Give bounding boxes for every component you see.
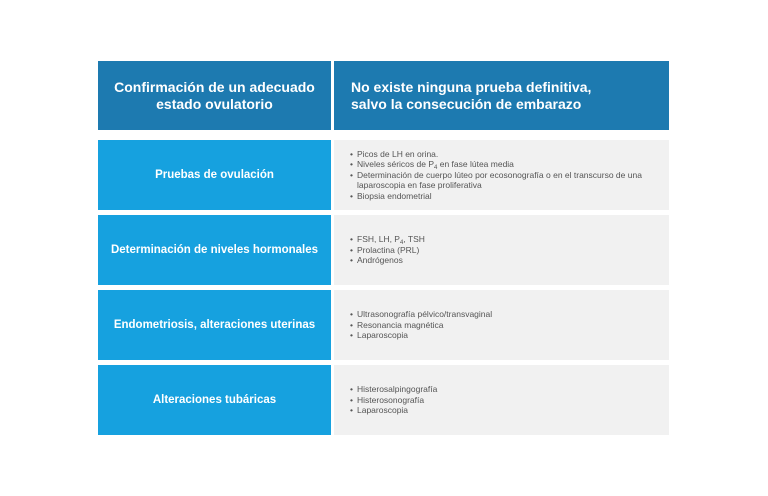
row-content-pruebas-ovulacion (334, 140, 669, 210)
list-item: • Resonancia magnética (350, 320, 492, 331)
item-list (350, 149, 661, 202)
list-item: • Ultrasonografía pélvico/transvaginal (350, 309, 492, 320)
list-item: • Laparoscopia (350, 405, 437, 416)
header-left-cell (98, 61, 331, 130)
item-list (350, 384, 437, 416)
list-item: • Determinación de cuerpo lúteo por ecosonografía o en el transcurso de una laparoscopia en fase proliferativa (350, 170, 661, 191)
row-label-pruebas-ovulacion: Pruebas de ovulación (98, 140, 331, 210)
list-item: • Prolactina (PRL) (350, 245, 425, 256)
list-item: • Histerosalpingografía (350, 384, 437, 395)
header-right-line-1: No existe ninguna prueba definitiva, (351, 78, 592, 95)
header-right-line-2: salvo la consecución de embarazo (351, 95, 582, 112)
item-list (350, 234, 425, 266)
list-item: • Niveles séricos de $P_4$ en fase lútea media (350, 159, 661, 170)
row-label-endometriosis: Endometriosis, alteraciones uterinas (98, 290, 331, 360)
list-item: • FSH, LH, $P_4$, TSH (350, 234, 425, 245)
list-item: • Andrógenos (350, 255, 425, 266)
row-content-alteraciones-tubaricas (334, 365, 669, 435)
header-left-line-2: estado ovulatorio (156, 95, 273, 112)
row-label-niveles-hormonales: Determinación de niveles hormonales (98, 215, 331, 285)
row-label-alteraciones-tubaricas: Alteraciones tubáricas (98, 365, 331, 435)
list-item: • Biopsia endometrial (350, 191, 661, 202)
list-item: • Laparoscopia (350, 330, 492, 341)
row-content-endometriosis (334, 290, 669, 360)
list-item: • Picos de LH en orina. (350, 149, 661, 160)
list-item: • Histerosonografía (350, 395, 437, 406)
header-right-cell (334, 61, 669, 130)
item-list (350, 309, 492, 341)
header-left-line-1: Confirmación de un adecuado (114, 78, 315, 95)
row-content-niveles-hormonales (334, 215, 669, 285)
